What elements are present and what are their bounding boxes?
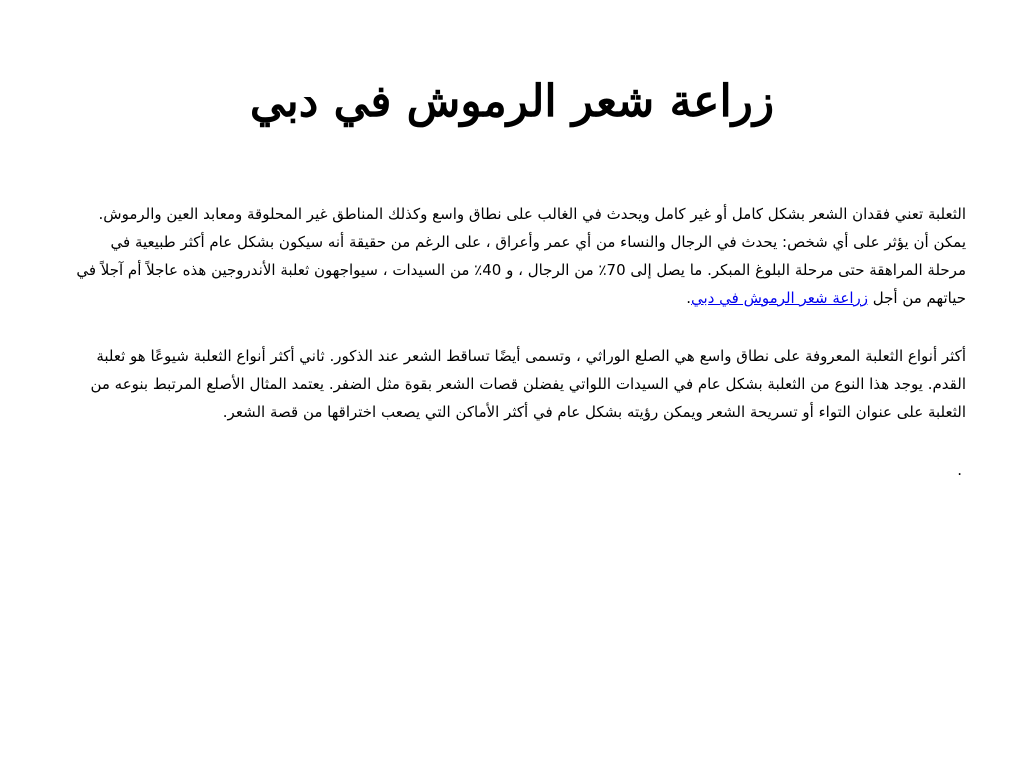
paragraph-alopecia-intro bbox=[76, 200, 966, 312]
slide-body bbox=[76, 200, 966, 484]
paragraph-end-dot: . bbox=[686, 289, 692, 307]
page-title: زراعة شعر الرموش في دبي bbox=[249, 76, 775, 127]
paragraph-alopecia-types: أكثر أنواع الثعلبة المعروفة على نطاق واسع هي الصلع الوراثي ، وتسمى أيضًا تساقط الشعر عند الذكور. ثاني أكثر أنواع الثعلبة شيوعًا هو ثعلبة القدم. يوجد هذا النوع من الثعلبة بشكل عام في السيدات اللواتي يفضلن قصات الشعر بقوة مثل الضفر. يعتمد المثال الأصلع المرتبط بنوعه من الثعلبة على عنوان التواء أو تسريحة الشعر ويمكن رؤيته بشكل عام في أكثر الأماكن التي يصعب اختراقها من قصة الشعر. bbox=[90, 347, 966, 421]
eyelash-transplant-dubai-link[interactable]: زراعة شعر الرموش في دبي bbox=[691, 289, 868, 307]
trailing-dot: . bbox=[957, 461, 962, 479]
paragraph-alopecia-intro-text: الثعلبة تعني فقدان الشعر بشكل كامل أو غير كامل ويحدث في الغالب على نطاق واسع وكذلك المناطق غير المحلوقة ومعابد العين والرموش. يمكن أن يؤثر على أي شخص: يحدث في الرجال والنساء من أي عمر وأعراق ، على الرغم من حقيقة أنه سيكون بشكل عام أكثر طبيعية في مرحلة المراهقة حتى مرحلة البلوغ المبكر. ما يصل إلى 70٪ من الرجال ، و 40٪ من السيدات ، سيواجهون ثعلبة الأندروجين هذه عاجلاً أم آجلاً في حياتهم من أجل bbox=[76, 205, 966, 307]
